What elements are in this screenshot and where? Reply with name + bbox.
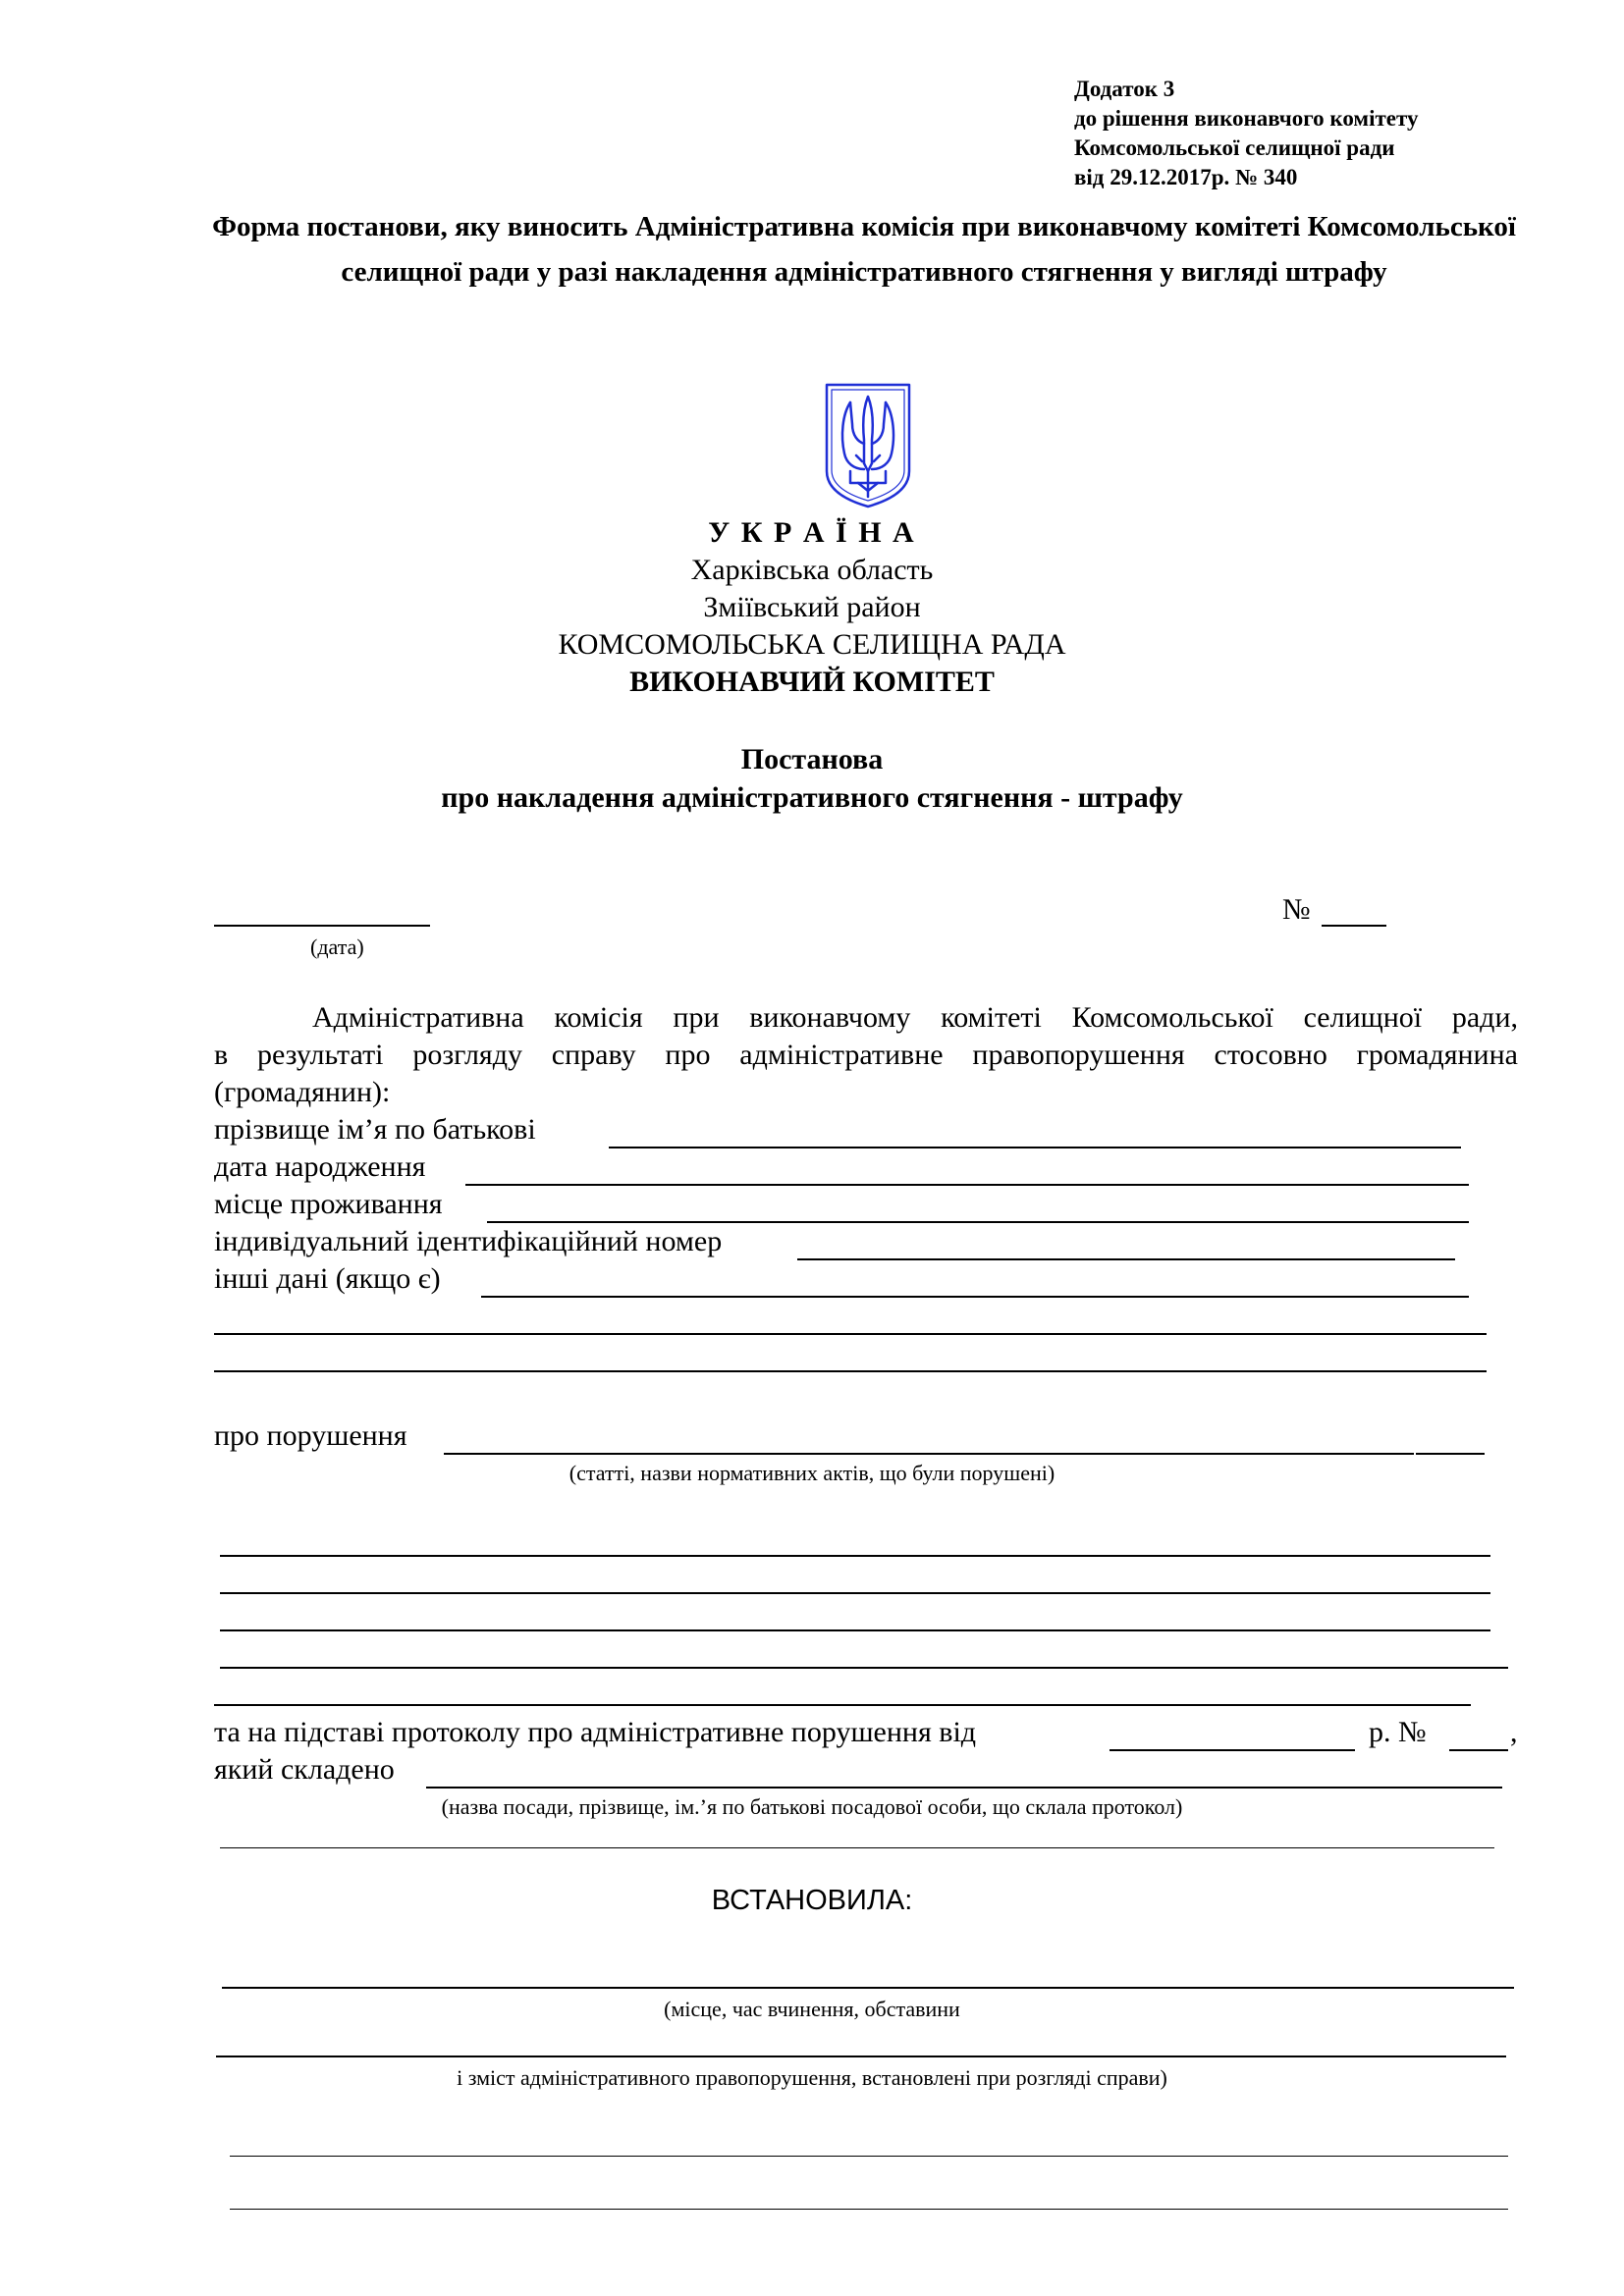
other-data-field[interactable] [481, 1296, 1469, 1298]
violation-line-3[interactable] [220, 1629, 1490, 1631]
raion-name: Зміївський район [703, 591, 921, 623]
number-field-line[interactable] [1322, 925, 1386, 927]
date-field-line[interactable] [214, 925, 430, 927]
appendix-council: Комсомольської селищної ради [1074, 135, 1395, 160]
extra-line-2[interactable] [214, 1370, 1487, 1372]
final-line-1[interactable] [230, 2156, 1508, 2157]
other-data-label: інші дані (якщо є) [214, 1262, 441, 1295]
birth-date-label: дата народження [214, 1150, 426, 1183]
content-field[interactable] [216, 2056, 1506, 2057]
established-heading: ВСТАНОВИЛА: [711, 1885, 913, 1916]
intro-line-1: Адміністративна комісія при виконавчому комітеті Комсомольської селищної ради, [312, 1001, 1518, 1034]
appendix-decision: до рішення виконавчого комітету [1074, 106, 1419, 131]
protocol-author-field[interactable] [426, 1787, 1502, 1789]
oblast-name: Харківська область [690, 554, 934, 586]
full-name-field[interactable] [609, 1147, 1461, 1148]
council-name: КОМСОМОЛЬСЬКА СЕЛИЩНА РАДА [558, 628, 1066, 661]
residence-label: місце проживання [214, 1188, 443, 1220]
violation-field[interactable] [444, 1453, 1414, 1455]
intro-line-3: (громадянин): [214, 1076, 391, 1108]
residence-field[interactable] [487, 1221, 1469, 1223]
extra-line-1[interactable] [214, 1333, 1487, 1335]
doc-title: Постанова [740, 743, 884, 775]
form-title: Форма постанови, яку виносить Адміністративна комісія при виконавчому комітеті Комсомольської селищної ради у разі накладення адміністративного стягнення у вигляді штрафу [212, 211, 1516, 288]
content-caption: і зміст адміністративного правопорушення, встановлені при розгляді справи) [457, 2065, 1167, 2090]
country-heading: У К Р А Ї Н А [708, 516, 916, 549]
violation-line-1[interactable] [220, 1555, 1490, 1557]
violation-line-2[interactable] [220, 1592, 1490, 1594]
circumstances-field[interactable] [222, 1987, 1514, 1989]
violation-caption: (статті, назви нормативних актів, що були порушені) [568, 1461, 1056, 1485]
circumstances-caption: (місце, час вчинення, обставини [664, 1997, 960, 2021]
protocol-author-label: який складено [214, 1753, 395, 1786]
number-label: № [1282, 893, 1311, 926]
violation-line-4[interactable] [220, 1667, 1508, 1669]
protocol-number-label: р. № [1369, 1716, 1427, 1748]
tax-id-label: індивідуальний ідентифікаційний номер [214, 1225, 723, 1257]
tax-id-field[interactable] [797, 1258, 1455, 1260]
committee-name: ВИКОНАВЧИЙ КОМІТЕТ [629, 666, 995, 698]
appendix-number: Додаток 3 [1074, 77, 1175, 101]
protocol-basis-label: та на підставі протоколу про адміністративне порушення від [214, 1716, 977, 1748]
doc-subtitle: про накладення адміністративного стягнення - штрафу [441, 781, 1183, 814]
intro-line-2: в результаті розгляду справу про адміністративне правопорушення стосовно громадянина [214, 1039, 1518, 1071]
full-name-label: прізвище ім’я по батькові [214, 1113, 536, 1146]
appendix-date: від 29.12.2017р. № 340 [1074, 165, 1298, 189]
protocol-author-line-2[interactable] [220, 1847, 1494, 1848]
protocol-caption: (назва посади, прізвище, ім.’я по батькові посадової особи, що склала протокол) [441, 1794, 1183, 1819]
date-caption: (дата) [310, 934, 364, 959]
protocol-number-field[interactable] [1449, 1749, 1508, 1751]
protocol-date-field[interactable] [1110, 1749, 1355, 1751]
trident-coat-of-arms-icon [821, 381, 915, 510]
violation-line-5[interactable] [214, 1704, 1471, 1706]
final-line-2[interactable] [230, 2209, 1508, 2210]
violation-field-end[interactable] [1416, 1453, 1485, 1455]
protocol-comma: , [1510, 1716, 1518, 1748]
appendix-block [1074, 75, 1418, 192]
violation-label: про порушення [214, 1419, 407, 1452]
birth-date-field[interactable] [465, 1184, 1469, 1186]
